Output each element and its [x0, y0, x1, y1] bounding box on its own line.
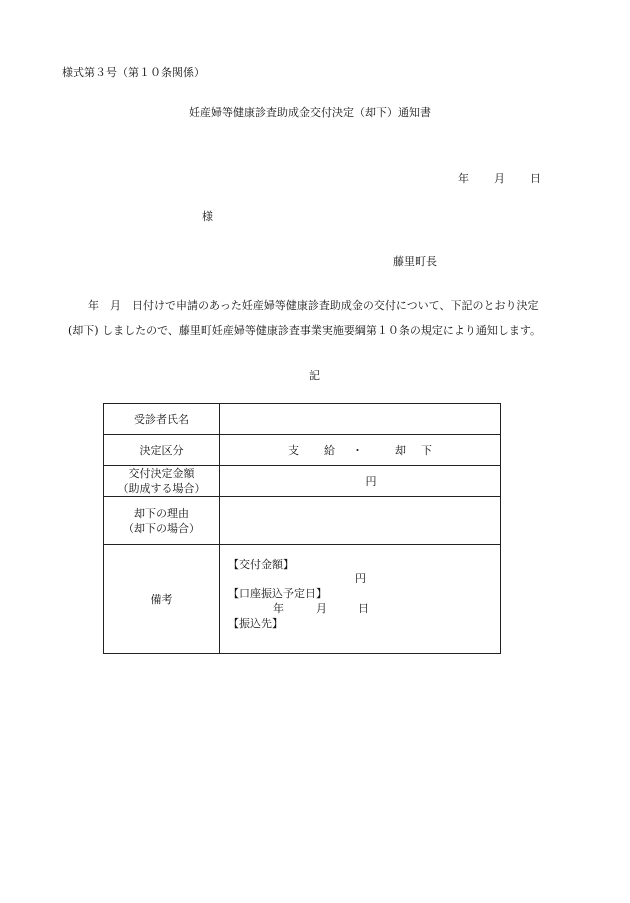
rejection-reason-field: [220, 497, 501, 545]
option-pay-1: 支: [288, 444, 299, 457]
date-year: 年: [458, 172, 469, 185]
notes-transfer-date-heading: 【口座振込予定日】: [228, 587, 327, 600]
table-row: [104, 404, 501, 435]
label-rejection-reason: 却下の理由 （却下の場合）: [104, 497, 220, 545]
body-line-1: 年 月 日付けで申請のあった妊産婦等健康診査助成金の交付について、下記のとおり決定: [88, 299, 539, 312]
notes-year: 年: [273, 602, 284, 615]
yen-unit: 円: [365, 475, 377, 488]
date-day: 日: [530, 172, 541, 185]
label-remarks: 備考: [104, 545, 220, 654]
table-row: [104, 466, 501, 497]
notes-transfer-to-heading: 【振込先】: [228, 617, 283, 630]
label-decision-category: 決定区分: [104, 435, 220, 466]
recipient-suffix: 様: [202, 210, 213, 223]
details-table: [103, 403, 501, 654]
page-title: 妊産婦等健康診査助成金交付決定（却下）通知書: [189, 106, 431, 119]
grant-amount-field: [220, 466, 501, 497]
notes-day: 日: [358, 602, 369, 615]
table-row: [104, 497, 501, 545]
body-line-2: (却下) しましたので、藤里町妊産婦等健康診査事業実施要綱第１０条の規定により通知します。: [68, 324, 541, 337]
date-month: 月: [494, 172, 505, 185]
notes-amount-unit: 円: [355, 572, 366, 585]
label-examinee-name: 受診者氏名: [104, 404, 220, 435]
table-row: [104, 545, 501, 654]
ki-heading: 記: [309, 369, 320, 382]
notes-amount-heading: 【交付金額】: [228, 558, 294, 571]
option-reject-1: 却: [395, 444, 406, 457]
sender-name: 藤里町長: [393, 255, 437, 268]
notes-month: 月: [316, 602, 327, 615]
label-grant-amount: 交付決定金額 （助成する場合）: [104, 466, 220, 497]
form-number: 様式第３号（第１０条関係）: [62, 66, 205, 79]
remarks-field: [220, 545, 501, 654]
examinee-name-field: [220, 404, 501, 435]
table-row: [104, 435, 501, 466]
decision-options: [220, 435, 501, 466]
option-reject-2: 下: [421, 444, 432, 457]
decision-separator: ・: [352, 444, 363, 457]
option-pay-2: 給: [324, 444, 335, 457]
